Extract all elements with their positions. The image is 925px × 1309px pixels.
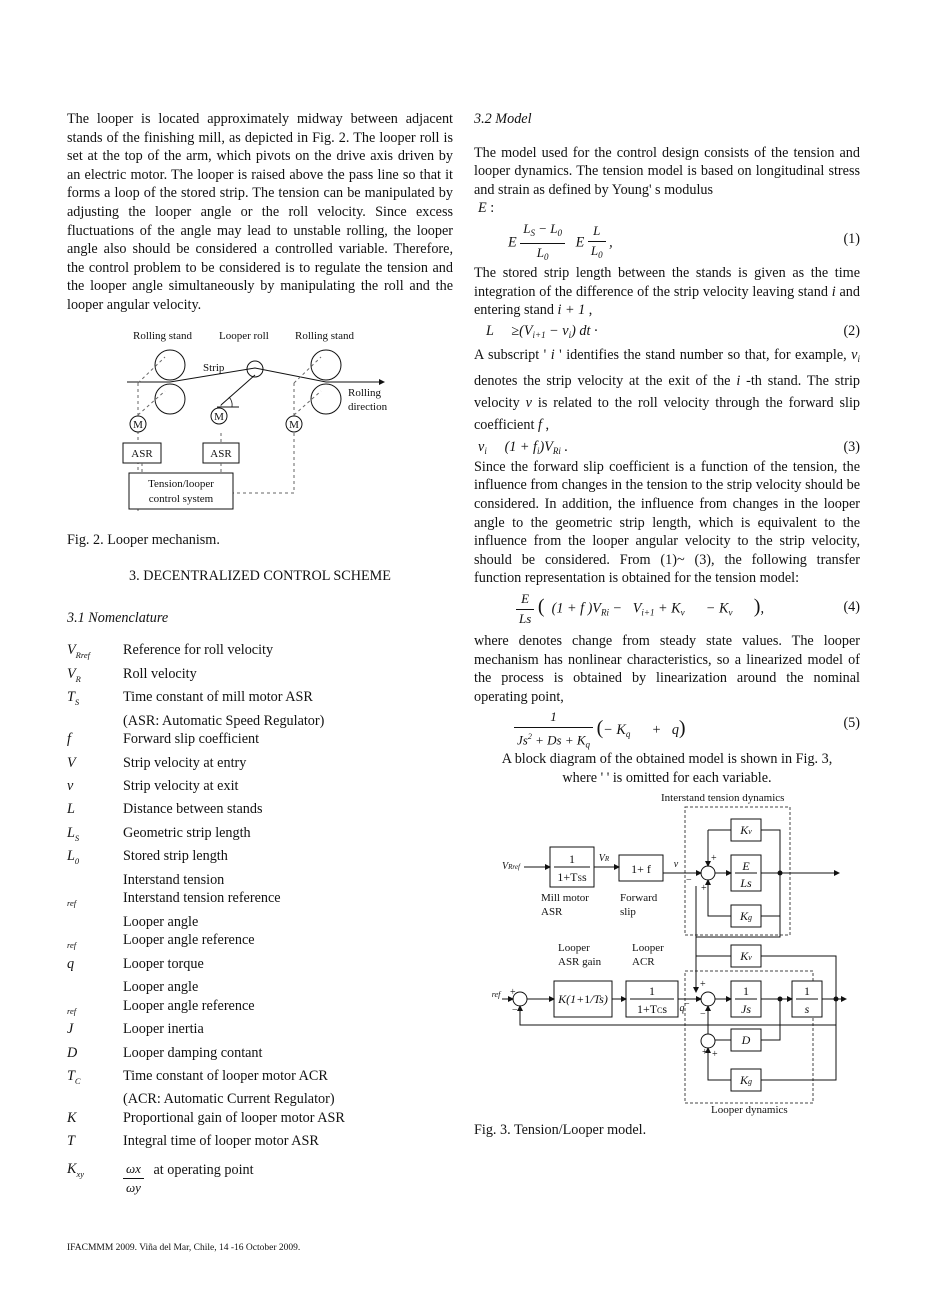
nom-kxy-den: ωy <box>126 1180 141 1196</box>
eq3-number: (3) <box>843 438 860 455</box>
nomenclature-description: Strip velocity at exit <box>123 778 239 795</box>
nomenclature-symbol: J <box>67 1021 74 1038</box>
svg-text:Ls: Ls <box>740 876 752 891</box>
nomenclature-symbol: $V_{Rref}$ <box>67 642 90 661</box>
nomenclature-description: Looper inertia <box>123 1021 204 1038</box>
svg-text:1+TSs: 1+TSs <box>557 870 587 885</box>
nomenclature-description: Reference for roll velocity <box>123 642 274 659</box>
model-paragraph-2: The stored strip length between the stands is given as the time integration of the difference of the strip velocity leaving stand i and entering stand i + 1 , <box>474 264 860 319</box>
model-p6b: where ' ' is omitted for each variable. <box>562 769 772 786</box>
nomenclature-row <box>67 978 453 997</box>
model-paragraph-5: where denotes change from steady state values. The looper mechanism has nonlinear characteristics, so a linearized model of the process is obtained by linearization around the nominal operating point, <box>474 632 860 705</box>
nomenclature-row <box>67 997 453 1020</box>
svg-text:1: 1 <box>569 852 575 867</box>
nomenclature-row <box>67 871 453 890</box>
svg-text:−: − <box>684 999 690 1011</box>
svg-text:Kv: Kv <box>740 823 752 838</box>
model-p1-symbol: E <box>478 200 487 217</box>
nomenclature-description: Geometric strip length <box>123 824 251 841</box>
nomenclature-symbol: V <box>67 754 76 771</box>
nomenclature-symbol: f <box>67 731 71 748</box>
equation-1: E $\frac{L_S - L_0}{L_0}$ E $\frac{L}{L_0}$ , (1) <box>508 220 860 262</box>
fig2-motor-left: M <box>133 418 143 431</box>
nomenclature-description: Stored strip length <box>123 848 228 865</box>
model-p2b: and entering stand <box>474 283 860 319</box>
eq2-number: (2) <box>843 322 860 339</box>
fig2-label-rolling-stand-left: Rolling stand <box>133 329 192 342</box>
fig3-looper-title: Looper dynamics <box>711 1104 788 1117</box>
nomenclature-symbol <box>67 1090 123 1109</box>
fig2-label-rolling: Rolling <box>348 386 382 399</box>
nomenclature-symbol: $L_S$ <box>67 824 80 843</box>
nom-kxy-sub: xy <box>76 1168 85 1179</box>
page-footer: IFACMMM 2009. Viña del Mar, Chile, 14 -16 October 2009. <box>67 1243 301 1253</box>
fig3-asr: ASR <box>541 906 563 919</box>
nomenclature-symbol: ref <box>67 940 77 951</box>
svg-text:1: 1 <box>743 984 749 999</box>
nomenclature-description: Interstand tension reference <box>123 890 281 907</box>
nomenclature-symbol: L <box>67 801 75 818</box>
nomenclature-row <box>67 712 453 731</box>
nomenclature-symbol: v <box>67 778 74 795</box>
nomenclature-symbol <box>67 712 123 731</box>
nomenclature-row <box>67 889 453 912</box>
figure-2-looper-mechanism <box>67 323 453 523</box>
nomenclature-description: Looper angle reference <box>123 997 255 1014</box>
section-31-heading: 3.1 Nomenclature <box>67 609 169 626</box>
nomenclature-symbol <box>67 913 123 932</box>
nomenclature-row <box>67 1109 453 1132</box>
nomenclature-symbol <box>67 871 123 890</box>
nomenclature-row <box>67 1044 453 1067</box>
nomenclature-row <box>67 800 453 823</box>
svg-text:−: − <box>700 1009 706 1021</box>
nomenclature-symbol: $T_C$ <box>67 1068 81 1086</box>
nomenclature-symbol <box>67 978 123 997</box>
svg-text:Kg: Kg <box>739 1073 753 1088</box>
svg-text:+: + <box>700 979 706 991</box>
svg-text:+: + <box>701 883 707 895</box>
svg-text:Kg: Kg <box>739 909 753 924</box>
nomenclature-row <box>67 913 453 932</box>
fig3-acr: ACR <box>632 956 655 969</box>
equation-4: $\frac{E}{Ls}$ ( (1 + f )$V_{Ri} - V_{i+1} + K_v$ − $K_v$ ), (4) <box>474 588 860 630</box>
nom-kxy-num: ωx <box>123 1160 144 1180</box>
fig2-control-line1: Tension/looper <box>148 477 214 490</box>
nom-kxy-desc: at operating point <box>153 1162 254 1179</box>
nomenclature-row <box>67 730 453 753</box>
eq5-number: (5) <box>843 715 860 732</box>
nomenclature-description: Forward slip coefficient <box>123 731 260 748</box>
nomenclature-symbol: D <box>67 1044 78 1061</box>
fig2-label-direction: direction <box>348 400 388 413</box>
svg-text:−: − <box>686 875 692 887</box>
fig2-label-strip: Strip <box>203 361 225 374</box>
nomenclature-description: Looper damping contant <box>123 1044 263 1061</box>
section-32-heading: 3.2 Model <box>474 111 532 127</box>
nomenclature-description: Looper angle <box>123 979 199 996</box>
nomenclature-row <box>67 931 453 954</box>
svg-text:+: + <box>510 987 516 999</box>
svg-text:1+TCs: 1+TCs <box>636 1002 668 1017</box>
fig2-control-line2: control system <box>148 492 214 505</box>
nomenclature-description: Interstand tension <box>123 871 225 888</box>
nomenclature-description: Strip velocity at entry <box>123 754 247 771</box>
model-p6a: A block diagram of the obtained model is shown in Fig. 3, <box>501 751 833 768</box>
svg-text:−: − <box>512 1005 518 1017</box>
model-p3c: denotes the strip velocity at the exit of the <box>474 372 731 389</box>
nomenclature-row <box>67 1067 453 1090</box>
svg-text:1: 1 <box>649 984 655 999</box>
nomenclature-symbol: T <box>67 1133 75 1150</box>
equation-5: $\frac{1}{Js^2 + Ds + K_q}$ (− $K_q$ + q) (5) <box>474 706 860 750</box>
nomenclature-row <box>67 665 453 688</box>
svg-text:E: E <box>742 859 750 874</box>
fig2-asr-right: ASR <box>210 447 232 460</box>
nomenclature-description: Integral time of looper motor ASR <box>123 1133 319 1150</box>
svg-text:+: + <box>711 853 717 865</box>
svg-text:+: + <box>702 1047 708 1059</box>
nomenclature-symbol: $L_0$ <box>67 848 80 867</box>
nomenclature-symbol: $V_R$ <box>67 665 81 684</box>
svg-text:Kv: Kv <box>740 949 752 964</box>
nomenclature-row-kxy <box>67 1160 453 1198</box>
fig3-looper-acr: Looper <box>632 942 664 955</box>
model-p3e: is related to the roll velocity through the forward slip coefficient <box>474 394 860 433</box>
model-p2a: The stored strip length between the stands is given as the time integration of the difference of the strip velocity leaving stand <box>474 264 860 300</box>
fig3-tension-title: Interstand tension dynamics <box>661 792 785 805</box>
fig3-forward: Forward <box>620 892 658 905</box>
fig2-caption: Fig. 2. Looper mechanism. <box>67 531 220 548</box>
nomenclature-description: Roll velocity <box>123 665 197 682</box>
nomenclature-description: Looper torque <box>123 955 204 972</box>
svg-text:q: q <box>679 1003 685 1015</box>
nomenclature-description: Time constant of looper motor ACR <box>123 1068 328 1085</box>
right-column <box>474 110 860 1140</box>
section-3-heading: 3. DECENTRALIZED CONTROL SCHEME <box>129 568 391 585</box>
equation-3: $v_i$ $(1 + f_i)V_{Ri}$ . (3) <box>478 438 860 456</box>
fig3-mill-motor: Mill motor <box>541 892 589 905</box>
nomenclature-row <box>67 1020 453 1043</box>
nomenclature-row <box>67 824 453 847</box>
fig2-label-rolling-stand-right: Rolling stand <box>295 329 354 342</box>
svg-text:s: s <box>804 1002 810 1017</box>
fig3-looper-asr: Looper <box>558 942 590 955</box>
fig3-slip: slip <box>620 906 636 919</box>
figure-3-tension-looper-model <box>474 787 860 1117</box>
nomenclature-row <box>67 754 453 777</box>
svg-text:+: + <box>712 1049 718 1061</box>
svg-text:v: v <box>673 859 679 871</box>
model-p3a: A subscript ' <box>474 346 547 363</box>
nomenclature-description: (ACR: Automatic Current Regulator) <box>123 1091 335 1108</box>
nomenclature-row <box>67 847 453 870</box>
svg-text:1: 1 <box>804 984 810 999</box>
fig2-motor-right: M <box>289 418 299 431</box>
nomenclature-list <box>67 641 453 1156</box>
model-p1-text: The model used for the control design consists of the tension and looper dynamics. The tension model is based on longitudinal stress and strain as defined by Young' s modulus <box>474 144 860 198</box>
fig2-label-looper-roll: Looper roll <box>219 329 269 342</box>
nomenclature-row <box>67 955 453 978</box>
intro-paragraph: The looper is located approximately midway between adjacent stands of the finishing mill, as depicted in Fig. 2. The looper roll is set at the top of the arm, which pivots on the drive axis driven by an electric motor. The looper is raised above the pass line so that it forms a loop of the stored strip. The tension can be manipulated by adjusting the looper angle or the roll velocity. Since excess fluctuations of the angle may lead to unstable rolling, the looper angle also should be considered a controlled variable. Therefore, the control problem to be considered is to regulate the tension and the looper angle simultaneously by manipulating the roll and the looper angular velocity. <box>67 111 453 313</box>
nomenclature-description: Looper angle reference <box>123 932 255 949</box>
nomenclature-symbol: ref <box>67 898 77 909</box>
nomenclature-description: Time constant of mill motor ASR <box>123 689 313 706</box>
nomenclature-description: Distance between stands <box>123 801 263 818</box>
svg-text:ref: ref <box>491 990 501 1000</box>
nomenclature-symbol: K <box>67 1110 77 1127</box>
nomenclature-row <box>67 688 453 711</box>
nomenclature-row <box>67 1090 453 1109</box>
nomenclature-row <box>67 641 453 664</box>
left-column <box>67 110 453 1198</box>
svg-text:Js: Js <box>741 1002 751 1017</box>
nomenclature-row <box>67 1132 453 1155</box>
fig2-asr-left: ASR <box>131 447 153 460</box>
eq4-number: (4) <box>843 598 860 615</box>
fig2-motor-looper: M <box>214 410 224 423</box>
svg-text:VR: VR <box>598 853 610 865</box>
eq1-number: (1) <box>843 230 860 247</box>
nomenclature-row <box>67 777 453 800</box>
nomenclature-symbol: ref <box>67 1005 77 1016</box>
model-paragraph-3: A subscript ' i ' identifies the stand number so that, for example, $v_i$ denotes the strip velocity at the exit of the i -th stand. The strip velocity v is related to the roll velocity through the forward slip coefficient f , <box>474 346 860 433</box>
model-p3d: -th stand. The strip velocity <box>474 372 860 411</box>
model-p3b: ' identifies the stand number so that, for example, <box>559 346 847 363</box>
equation-2: L $\ge(V_{i+1} - v_i)$ dt · (2) <box>486 322 860 340</box>
nom-kxy-sym: K <box>67 1160 77 1177</box>
model-paragraph-1: The model used for the control design consists of the tension and looper dynamics. The tension model is based on longitudinal stress and strain as defined by Young' s modulus E : <box>474 144 860 217</box>
svg-text:K(1+1/Ts): K(1+1/Ts) <box>558 992 608 1007</box>
svg-text:1+ f: 1+ f <box>631 862 651 877</box>
nomenclature-description: (ASR: Automatic Speed Regulator) <box>123 712 325 729</box>
model-paragraph-4: Since the forward slip coefficient is a function of the tension, the influence from changes in the tension to the strip velocity should be considered. In addition, the influence from changes in the looper angle to the geometric strip length, which is equivalent to the influence from the looper angular velocity to the strip velocity, should be considered. From (1)~ (3), the following transfer function representation is obtained for the tension model: <box>474 458 860 587</box>
fig3-caption: Fig. 3. Tension/Looper model. <box>474 1122 647 1139</box>
fig3-asr-gain: ASR gain <box>558 956 602 969</box>
nomenclature-description: Proportional gain of looper motor ASR <box>123 1110 345 1127</box>
nomenclature-symbol: q <box>67 955 75 972</box>
svg-text:VRref: VRref <box>502 861 520 873</box>
nomenclature-description: Looper angle <box>123 913 199 930</box>
nomenclature-symbol: $T_S$ <box>67 689 80 707</box>
svg-text:D: D <box>741 1033 751 1048</box>
